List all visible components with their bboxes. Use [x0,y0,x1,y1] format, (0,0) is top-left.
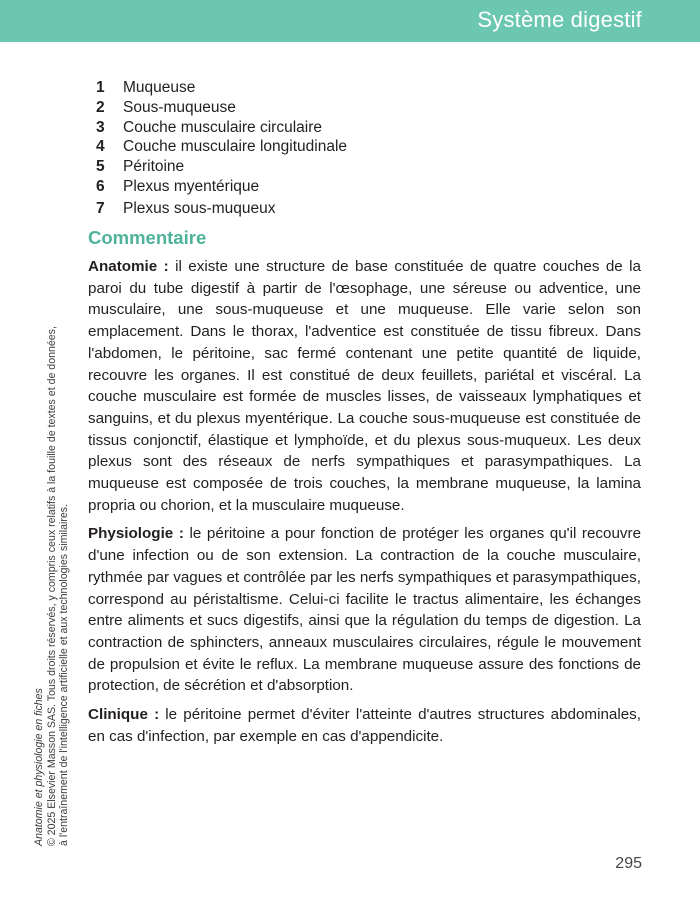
physiology-paragraph [88,523,641,697]
legend-item [96,118,347,138]
legend-label: Couche musculaire longitudinale [123,138,348,156]
legend-number: 7 [96,199,105,217]
legend-item [96,177,347,197]
anatomy-paragraph [88,256,641,516]
clinical-lead: Clinique : [88,706,160,724]
anatomy-lead: Anatomie : [88,258,169,275]
legend-number: 6 [96,177,105,195]
commentary-body [88,256,641,754]
physiology-lead: Physiologie : [88,525,184,543]
legend-item [96,137,347,157]
legend-label: Muqueuse [123,79,196,96]
legend-label: Péritoine [123,158,185,176]
legend-number: 5 [96,158,105,176]
legend-item [96,157,347,177]
legend-label: Plexus sous-muqueux [123,199,276,217]
copyright-line: © 2025 Elsevier Masson SAS. Tous droits réservés, y compris ceux relatifs à la fouille de textes et de données, [45,326,58,846]
clinical-text: le péritoine permet d'éviter l'atteinte d'autres structures abdominales, en cas d'infection, par exemple en cas d'appendicite. [88,706,641,745]
legend-item [96,199,347,219]
legend-label: Plexus myentérique [123,177,260,195]
chapter-title: Système digestif [477,7,642,32]
legend-item [96,98,347,118]
physiology-text: le péritoine a pour fonction de protéger les organes qu'il recouvre d'une infection ou de son extension. La contraction de la couche musculaire, rythmée par vagues et contrôlée par les nerfs sympathiques et parasympathiques, correspond au péristaltisme. Celui-ci facilite le tractus alimentaire, les échanges entre aliments et sucs digestifs, ainsi que la régulation du temps de digestion. La contraction de sphincters, anneaux musculaires circulaires, régule le mouvement de propulsion et évite le reflux. La membrane muqueuse assure des fonctions de protection, de sécrétion et d'absorption. [88,525,642,695]
legend-number: 3 [96,118,105,136]
anatomy-text: il existe une structure de base constituée de quatre couches de la paroi du tube digestif à partir de l'œsophage, une séreuse ou adventice, une musculaire, une sous-muqueuse et une muqueuse. Elle varie selon son emplacement. Dans le thorax, l'adventice est constituée de tissu fibreux. Dans l'abdomen, le péritoine, sac fermé contenant une petite quantité de liquide, recouvre les organes. Il est constitué de deux feuillets, pariétal et viscéral. La couche musculaire est formée de muscles lisses, de vaisseaux lymphatiques et sanguins, et du plexus myentérique. La couche sous-muqueuse est constituée de tissus conjonctif, élastique et lymphoïde, et du plexus sous-muqueux. Les deux plexus sont des réseaux de nerfs sympathiques et parasympathiques. La muqueuse est composée de trois couches, la membrane muqueuse, la lamina propria ou chorion, et la musculaire muqueuse. [88,258,641,514]
legend-number: 1 [96,79,105,96]
legend-number: 4 [96,138,105,156]
legend-list [96,78,347,219]
legend-item [96,78,347,98]
page-number: 295 [615,855,642,872]
copyright-line: à l'entraînement de l'intelligence artificielle et aux technologies similaires. [58,503,71,846]
legend-number: 2 [96,98,105,116]
header-band [0,0,700,42]
copyright-sidebar [33,326,71,846]
legend-label: Sous-muqueuse [123,98,236,116]
book-title: Anatomie et physiologie en fiches [33,688,45,846]
section-title: Commentaire [88,227,207,248]
legend-label: Couche musculaire circulaire [123,118,322,136]
clinical-paragraph [88,704,641,747]
